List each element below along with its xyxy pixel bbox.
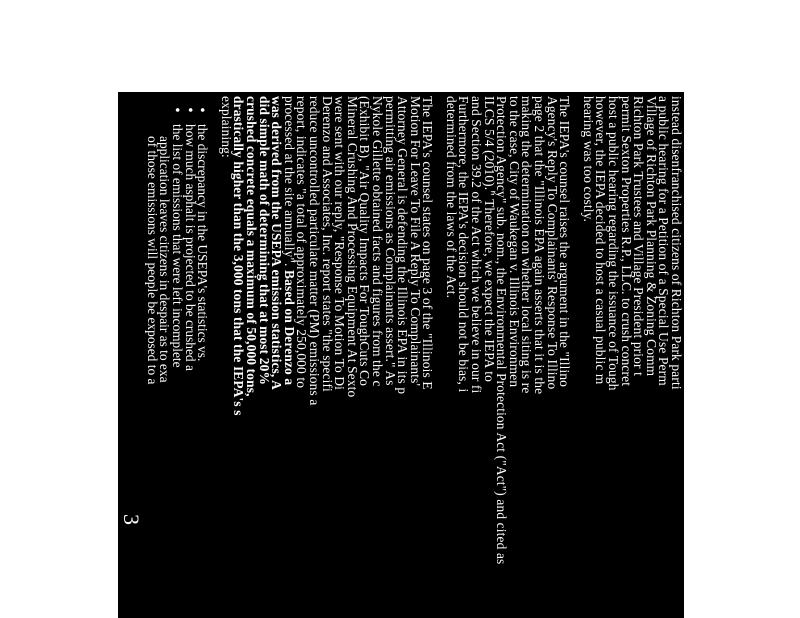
paragraph-3	[218, 96, 436, 618]
text-line: reduce uncontrolled particulate matter (PM) emissions a	[306, 96, 322, 406]
text-line-mixed	[282, 96, 295, 618]
text-line: report, indicates "a total of approximately 250,000 to	[294, 96, 310, 389]
bold-line: was derived from the USEPA emission statistics, A	[269, 96, 285, 390]
text-line: were sent with our reply, "Response To Motion To Di	[332, 96, 348, 391]
bold-line: did simple math of determining that at most 20%	[256, 96, 272, 385]
text-line: determined from the laws of the Act.	[443, 96, 459, 299]
bullet-icon: •	[170, 107, 186, 113]
plain-text: processed at the site annually".	[281, 96, 297, 267]
list-item-continuation: application leaves citizens in despair as to exa	[157, 136, 173, 383]
list-item	[170, 96, 186, 618]
text-line: permitting air emissions as Complainants assert." As	[382, 96, 398, 386]
text-line: Village of Richton Park Planning & Zoning Comm	[643, 96, 659, 377]
text-line: ILCS 5/4 (2010)." Therefore, we expect the IEPA to	[481, 96, 497, 382]
text-line: making the determination on whether local siting is re	[519, 96, 535, 394]
text-line: Furthermore, the IEPA's decision should not be bias, i	[456, 96, 472, 393]
text-line: The IEPA's counsel raises the argument in the "Illino	[557, 96, 573, 388]
bullet-icon: •	[195, 107, 211, 113]
text-line: host a public hearing regarding the issuance of Tough	[606, 96, 622, 391]
text-line: Agency's Reply To Complainants' Response To Illino	[544, 96, 560, 390]
text-line: permit Sexton Properties R.P., LLC. to crush concret	[618, 96, 634, 387]
list-item-text: the discrepancy in the USEPA's statistics vs.	[195, 124, 211, 362]
bullet-list	[144, 96, 211, 618]
text-line: Nykole Gillette obtained facts and figures from the c	[369, 96, 385, 387]
list-item-text: how much asphalt is projected to be crushed a	[182, 124, 198, 371]
text-line: however, the IEPA decided to host a casual public m	[593, 96, 609, 385]
rotated-text-column	[118, 92, 684, 618]
paragraph-1	[581, 96, 682, 618]
text-line: hearing was too costly.	[580, 96, 596, 223]
text-line: Richton Park Trustees and Village President prior t	[631, 96, 647, 376]
bold-line: drastically higher than the 3,000 tons that the IEPA's s	[231, 96, 247, 416]
text-line: Motion For Leave To File A Reply To Complainants'	[407, 96, 423, 387]
text-line: Protection Agency" sub. nom., the Environmental Protection Act ("Act") and cited as	[494, 96, 510, 565]
text-line: (Exhibit B), "Air Quality Impacts For ToughCuts Co	[357, 96, 373, 386]
text-line: and Section 39.2 of the Act which we believe in our fi	[469, 96, 485, 394]
text-line: a public hearing for a Petition of a Special Use Perm	[656, 96, 672, 386]
text-line: Derenzo and Associates, Inc. report states "the specifi	[319, 96, 335, 392]
text-line: The IEPA's counsel states on page 3 of the "Illinois E	[420, 96, 436, 390]
text-line: instead disenfranchised citizens of Richton Park parti	[669, 96, 684, 390]
bold-line: crushed concrete equals a maximum of 50,000 tons,	[244, 96, 259, 397]
paragraph-2	[443, 96, 573, 618]
text-line: explaining:	[218, 96, 234, 158]
bold-text: Based on Derenzo a	[281, 270, 297, 386]
list-item-text: the list of emissions that were left incomplete	[170, 124, 186, 368]
text-line: to the case, City of Waukegan v. Illinois Environmen	[506, 96, 522, 388]
bullet-icon: •	[182, 107, 198, 113]
list-item-continuation: of those emissions will people be exposed to a	[144, 136, 160, 385]
text-line: Mineral Crushing And Processing Equipment At Sexto	[344, 96, 360, 398]
text-line: page 2 that the "Illinois EPA again asserts that it is the	[532, 96, 548, 395]
text-line: Attorney General is defending the Illinois EPA in its p	[395, 96, 411, 395]
scanned-page	[118, 92, 684, 618]
page-number: 3	[119, 514, 144, 525]
